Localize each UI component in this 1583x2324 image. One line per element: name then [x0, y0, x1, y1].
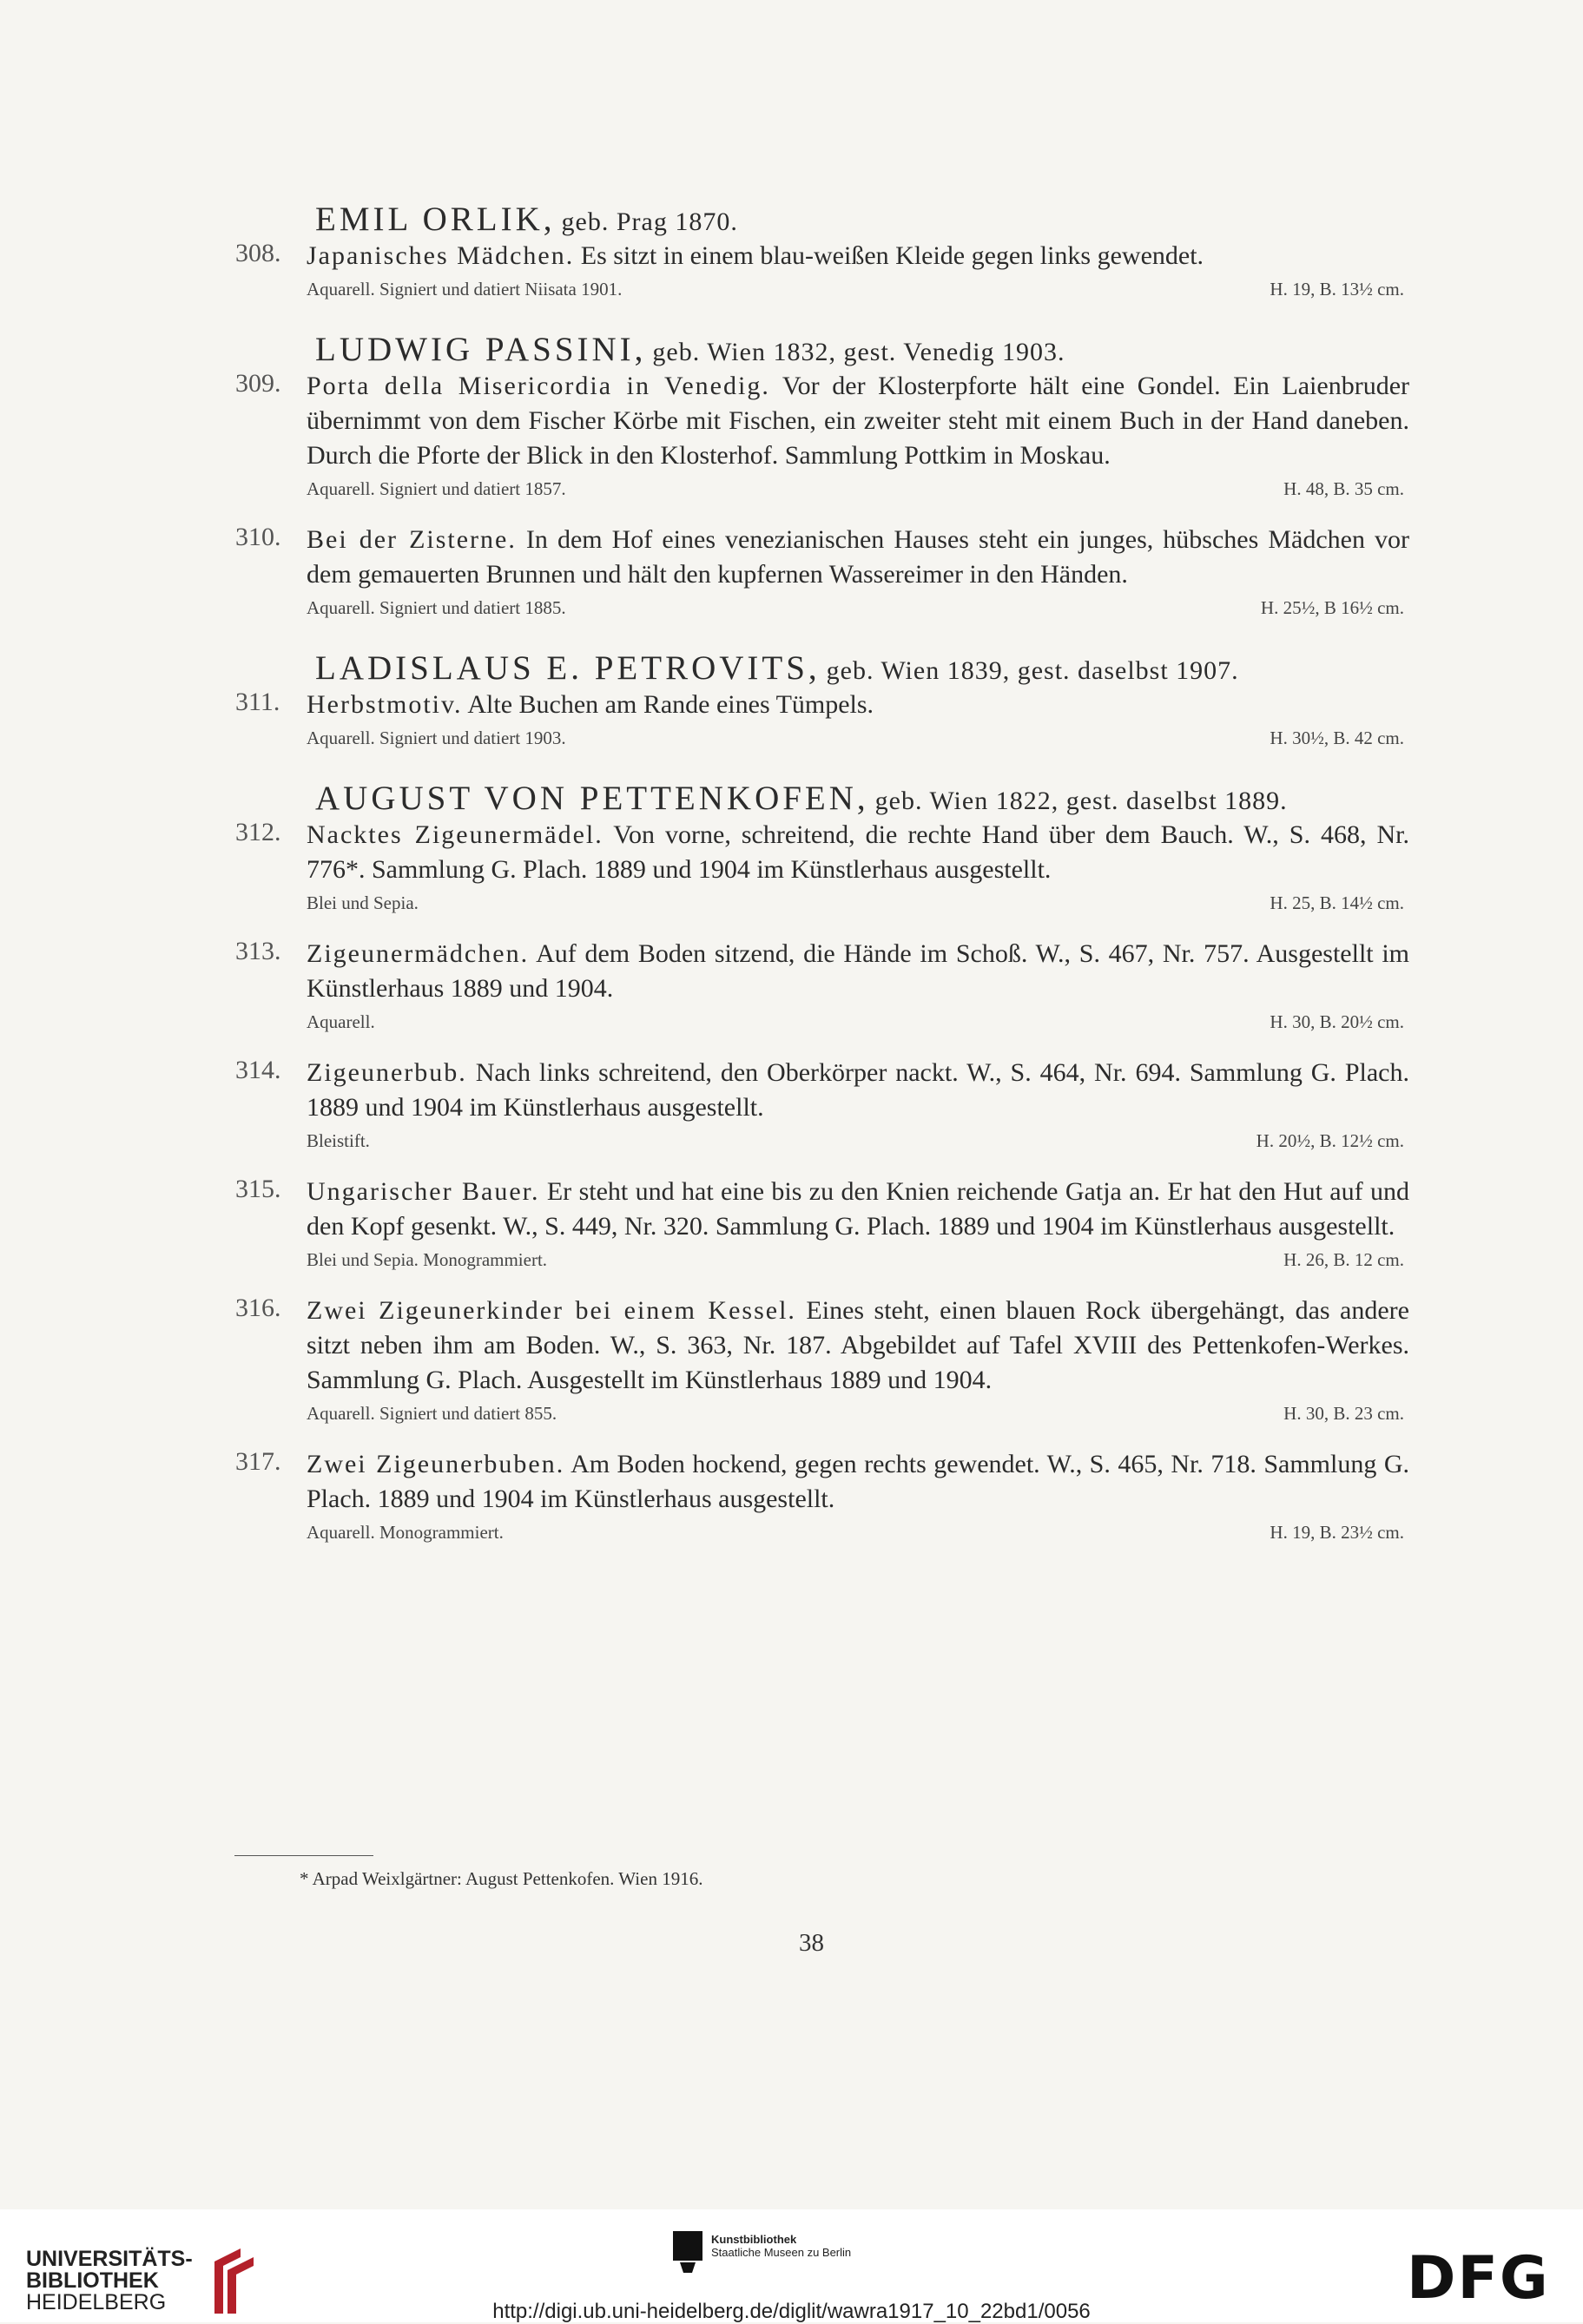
- catalog-entry: [235, 1175, 1409, 1271]
- catalog-entry: [235, 369, 1410, 500]
- catalog-entry: [235, 1294, 1409, 1425]
- entry-size: H. 19, B. 23½ cm.: [1270, 1522, 1404, 1543]
- entry-number: 313.: [235, 937, 281, 965]
- artist-bio: geb. Wien 1839, gest. daselbst 1907.: [826, 656, 1239, 685]
- entry-size: H. 30, B. 20½ cm.: [1270, 1011, 1404, 1032]
- entry-medium: Bleistift.: [307, 1130, 370, 1151]
- kb-line-2: Staatliche Museen zu Berlin: [711, 2246, 852, 2259]
- entry-size: H. 30½, B. 42 cm.: [1270, 727, 1404, 748]
- entry-description: Nach links schreitend, den Oberkörper nackt. W., S. 464, Nr. 694. Sammlung G. Plach. 1889 und 1904 im Künstlerhaus ausgestellt.: [307, 1058, 1409, 1122]
- entry-description: Von vorne, schreitend, die rechte Hand über dem Bauch. W., S. 468, Nr. 776*. Sammlung G. Plach. 1889 und 1904 im Künstlerhaus ausgestellt.: [307, 820, 1410, 884]
- catalog-page-body: [235, 200, 1410, 1544]
- entry-title: Bei der Zisterne.: [307, 525, 517, 554]
- kunstbibliothek-emblem-icon: [673, 2231, 702, 2273]
- entry-description: Alte Buchen am Rande eines Tümpels.: [462, 690, 874, 719]
- artist-heading: [307, 648, 1409, 688]
- artist-name: LUDWIG PASSINI,: [315, 331, 647, 368]
- entry-size: H. 30, B. 23 cm.: [1283, 1403, 1404, 1424]
- entry-title: Nacktes Zigeunermädel.: [307, 820, 604, 849]
- entry-medium: Blei und Sepia.: [307, 892, 419, 913]
- entry-size: H. 26, B. 12 cm.: [1283, 1249, 1404, 1270]
- entry-size: H. 25, B. 14½ cm.: [1270, 892, 1404, 913]
- kb-line-1: Kunstbibliothek: [711, 2233, 797, 2246]
- entry-description: Auf dem Boden sitzend, die Hände im Schoß. W., S. 467, Nr. 757. Ausgestellt im Künstlerhaus 1889 und 1904.: [307, 939, 1409, 1003]
- catalog-entry: [235, 688, 1409, 749]
- artist-name: EMIL ORLIK,: [315, 201, 556, 238]
- entry-medium: Aquarell. Signiert und datiert 855.: [307, 1403, 557, 1424]
- catalog-entry: [235, 239, 1409, 300]
- ub-line-1: UNIVERSITÄTS-: [26, 2247, 193, 2271]
- entry-medium: Aquarell.: [307, 1011, 375, 1032]
- artist-heading: [307, 779, 1409, 818]
- digitization-footer: [0, 2209, 1583, 2322]
- kunstbibliothek-logo[interactable]: [673, 2231, 851, 2273]
- entry-size: H. 48, B. 35 cm.: [1283, 478, 1404, 499]
- artist-heading: [307, 200, 1409, 239]
- entry-number: 315.: [235, 1175, 281, 1203]
- permalink-url[interactable]: http://digi.ub.uni-heidelberg.de/diglit/wawra1917_10_22bd1/0056: [492, 2300, 1091, 2323]
- entry-title: Zwei Zigeunerbuben.: [307, 1450, 565, 1478]
- entry-number: 314.: [235, 1056, 281, 1084]
- entry-number: 309.: [235, 369, 281, 398]
- catalog-entry: [235, 1447, 1409, 1544]
- catalog-entry: [235, 523, 1409, 619]
- artist-bio: geb. Wien 1832, gest. Venedig 1903.: [652, 338, 1065, 366]
- entry-medium: Aquarell. Signiert und datiert 1857.: [307, 478, 566, 499]
- artist-name: AUGUST VON PETTENKOFEN,: [315, 780, 869, 817]
- entry-medium: Aquarell. Signiert und datiert 1903.: [307, 727, 566, 748]
- entry-description: Eines steht, einen blauen Rock übergehängt, das andere sitzt neben ihm am Boden. W., S. 363, Nr. 187. Abgebildet auf Tafel XVIII des Pettenkofen-Werkes. Sammlung G. Plach. Ausgestellt im Künstlerhaus 1889 und 1904.: [307, 1296, 1409, 1394]
- entry-title: Porta della Misericordia in Venedig.: [307, 372, 770, 400]
- catalog-entry: [235, 937, 1409, 1033]
- page-number: 38: [799, 1929, 824, 1957]
- dfg-logo[interactable]: DFG: [1407, 2244, 1550, 2313]
- ub-line-2: BIBLIOTHEK: [26, 2268, 159, 2293]
- artist-heading: [307, 330, 1409, 369]
- entry-number: 308.: [235, 239, 281, 267]
- artist-name: LADISLAUS E. PETROVITS,: [315, 649, 821, 687]
- entry-number: 317.: [235, 1447, 281, 1476]
- entry-title: Zigeunerbub.: [307, 1058, 467, 1087]
- entry-number: 311.: [235, 688, 280, 716]
- artist-bio: geb. Wien 1822, gest. daselbst 1889.: [874, 787, 1288, 815]
- entry-title: Herbstmotiv.: [307, 690, 463, 719]
- entry-description: Er steht und hat eine bis zu den Knien reichende Gatja an. Er hat den Hut auf und den Kopf gesenkt. W., S. 449, Nr. 320. Sammlung G. Plach. 1889 und 1904 im Künstlerhaus ausgestellt.: [307, 1177, 1409, 1241]
- entry-size: H. 25½, B 16½ cm.: [1260, 597, 1404, 618]
- entry-title: Japanisches Mädchen.: [307, 241, 575, 270]
- entry-medium: Aquarell. Monogrammiert.: [307, 1522, 504, 1543]
- entry-description: Am Boden hockend, gegen rechts gewendet. W., S. 465, Nr. 718. Sammlung G. Plach. 1889 und 1904 im Künstlerhaus ausgestellt.: [307, 1450, 1409, 1513]
- catalog-entry: [235, 818, 1410, 914]
- entry-title: Zwei Zigeunerkinder bei einem Kessel.: [307, 1296, 796, 1325]
- catalog-entry: [235, 1056, 1409, 1152]
- artist-bio: geb. Prag 1870.: [561, 207, 738, 236]
- entry-title: Ungarischer Bauer.: [307, 1177, 540, 1206]
- entry-description: Vor der Klosterpforte hält eine Gondel. Ein Laienbruder übernimmt von dem Fischer Körbe mit Fischen, ein zweiter steht mit einem Buch in der Hand daneben. Durch die Pforte der Blick in den Klosterhof. Sammlung Pottkim in Moskau.: [307, 372, 1410, 470]
- entry-number: 316.: [235, 1294, 281, 1322]
- entry-medium: Blei und Sepia. Monogrammiert.: [307, 1249, 548, 1270]
- entry-title: Zigeunermädchen.: [307, 939, 530, 968]
- footnote-rule: [234, 1855, 373, 1856]
- ub-line-3: HEIDELBERG: [26, 2290, 167, 2314]
- entry-number: 310.: [235, 523, 281, 551]
- entry-size: H. 19, B. 13½ cm.: [1270, 279, 1404, 300]
- entry-number: 312.: [235, 818, 281, 846]
- entry-size: H. 20½, B. 12½ cm.: [1256, 1130, 1404, 1151]
- footnote: * Arpad Weixlgärtner: August Pettenkofen. Wien 1916.: [300, 1868, 703, 1889]
- entry-description: In dem Hof eines venezianischen Hauses steht ein junges, hübsches Mädchen vor dem gemauerten Brunnen und hält den kupfernen Wassereimer in den Händen.: [307, 525, 1409, 589]
- entry-medium: Aquarell. Signiert und datiert 1885.: [307, 597, 566, 618]
- entry-medium: Aquarell. Signiert und datiert Niisata 1901.: [307, 279, 623, 300]
- entry-description: Es sitzt in einem blau-weißen Kleide gegen links gewendet.: [574, 241, 1204, 270]
